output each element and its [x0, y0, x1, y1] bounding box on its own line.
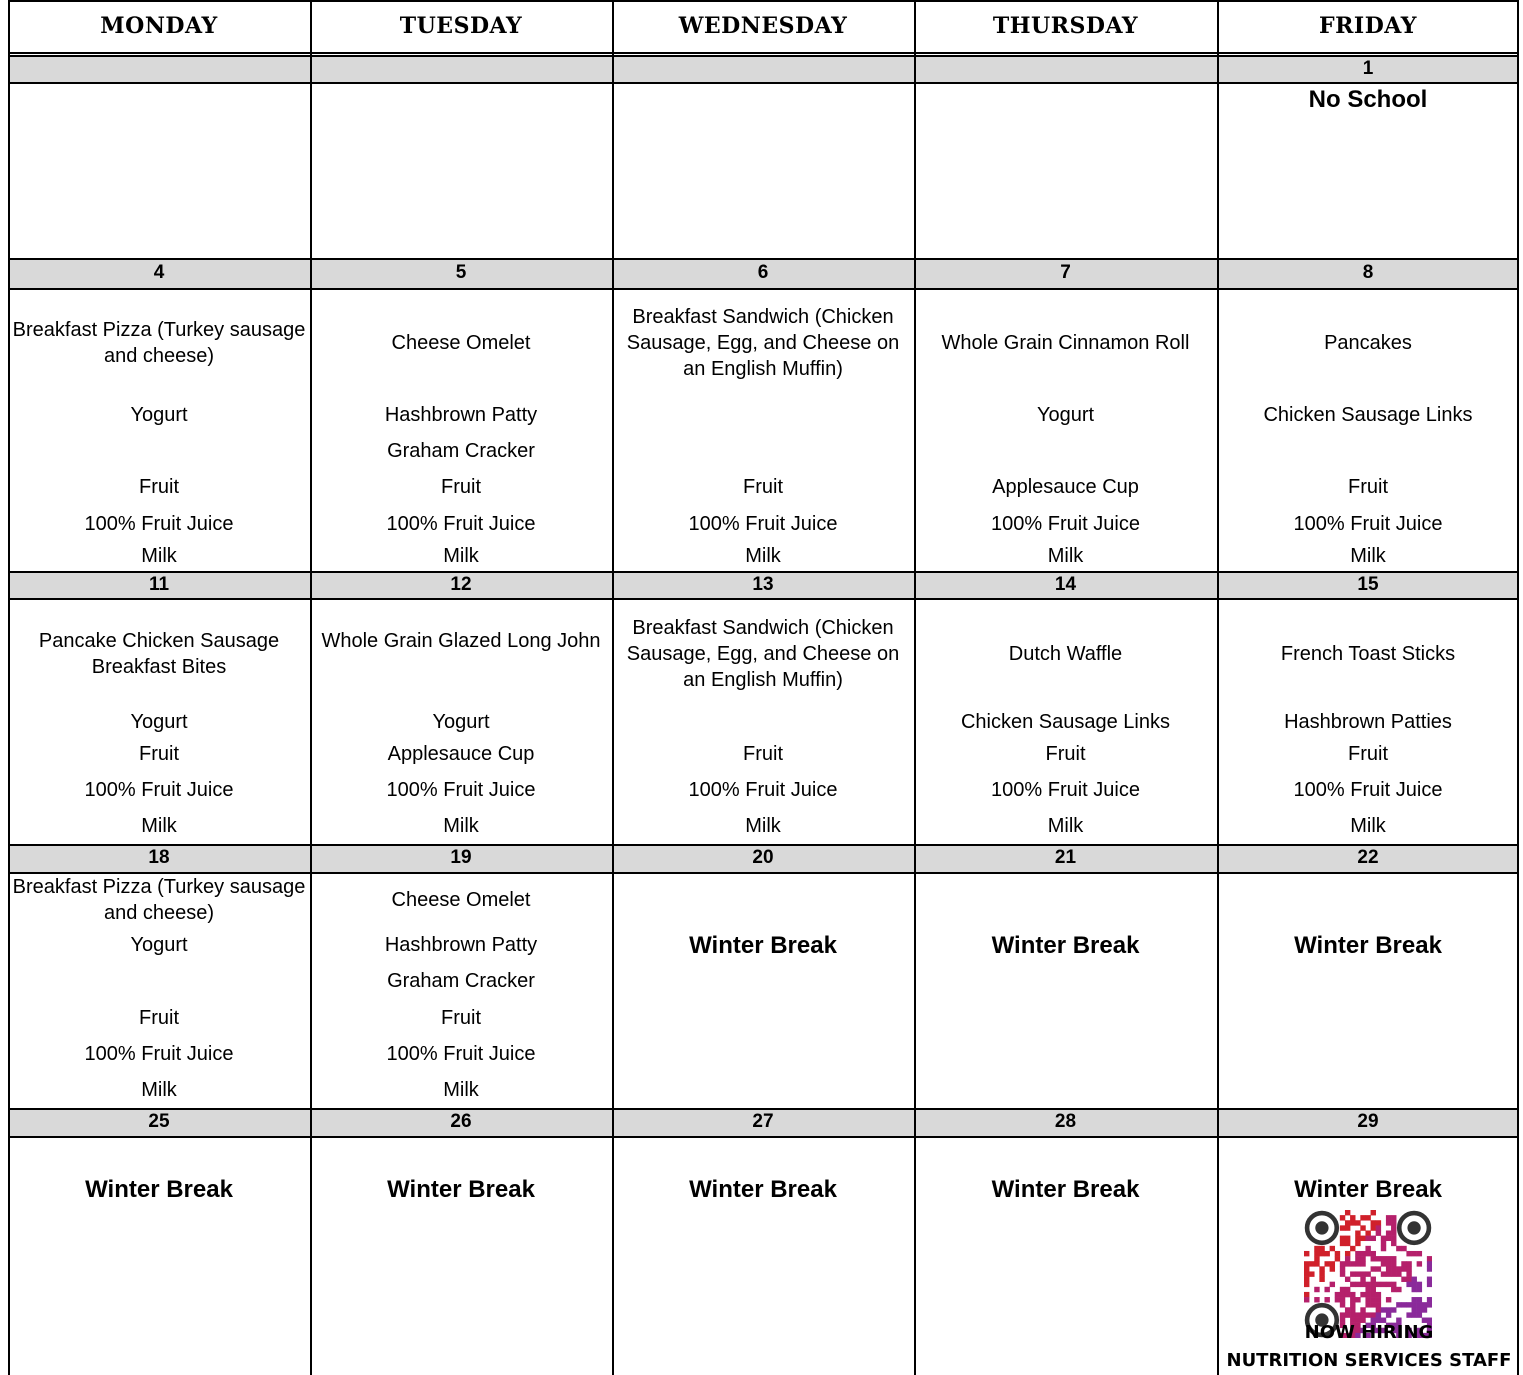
hiring-subheading: NUTRITION SERVICES STAFF [1226, 1350, 1512, 1371]
menu-item: Hashbrown Patties [1284, 711, 1452, 733]
date-number: 21 [1054, 847, 1077, 868]
menu-item: Whole Grain Glazed Long John [321, 630, 601, 652]
menu-item: Fruit [1348, 743, 1388, 765]
grid-line [8, 844, 1519, 846]
day-status: Winter Break [991, 932, 1140, 959]
menu-item: 100% Fruit Juice [386, 513, 536, 535]
day-status: Winter Break [1294, 1176, 1442, 1203]
hiring-heading: NOW HIRING [1304, 1322, 1434, 1343]
menu-item: 100% Fruit Juice [1293, 513, 1443, 535]
menu-item: Breakfast Sandwich (Chicken Sausage, Egg, and Cheese on an English Muffin) [626, 617, 900, 691]
date-number: 8 [1362, 262, 1374, 283]
menu-item: French Toast Sticks [1280, 643, 1456, 665]
grid-line [8, 0, 1519, 2]
menu-item: Chicken Sausage Links [960, 711, 1170, 733]
date-number: 15 [1357, 573, 1379, 595]
menu-item: Yogurt [130, 934, 188, 956]
day-status: Winter Break [689, 932, 837, 959]
date-number: 20 [752, 847, 774, 868]
menu-item: Fruit [743, 476, 783, 498]
qr-code-icon [1304, 1210, 1432, 1338]
menu-item: Milk [1350, 815, 1386, 837]
menu-item: 100% Fruit Juice [991, 513, 1140, 535]
menu-item: Breakfast Pizza (Turkey sausage and cheese) [12, 876, 306, 924]
day-status: No School [1308, 86, 1428, 113]
grid-line [8, 82, 1519, 84]
date-number: 13 [752, 573, 774, 595]
menu-item: Dutch Waffle [1008, 643, 1123, 665]
menu-item: Graham Cracker [387, 440, 535, 462]
date-number: 4 [153, 262, 165, 283]
menu-item: 100% Fruit Juice [84, 1043, 234, 1065]
date-number: 12 [450, 573, 472, 595]
grid-line [8, 0, 10, 1375]
grid-line [8, 571, 1519, 573]
menu-item: 100% Fruit Juice [991, 779, 1140, 801]
menu-item: Yogurt [1036, 404, 1095, 426]
menu-item: Milk [1350, 545, 1386, 567]
day-header: TUESDAY [399, 13, 523, 39]
menu-item: Cheese Omelet [391, 332, 531, 354]
date-number [8, 55, 310, 82]
menu-item: Whole Grain Cinnamon Roll [941, 332, 1190, 354]
menu-item: 100% Fruit Juice [386, 779, 536, 801]
grid-line [8, 1108, 1519, 1110]
grid-line [8, 598, 1519, 600]
grid-line [8, 1136, 1519, 1138]
menu-item: Breakfast Pizza (Turkey sausage and cheese) [12, 319, 306, 367]
day-status: Winter Break [387, 1176, 535, 1203]
menu-item: Pancake Chicken Sausage Breakfast Bites [38, 630, 280, 678]
menu-item: Applesauce Cup [387, 743, 535, 765]
menu-item: Fruit [139, 1007, 179, 1029]
menu-item: 100% Fruit Juice [84, 779, 234, 801]
menu-item: Yogurt [432, 711, 490, 733]
grid-line [8, 872, 1519, 874]
menu-item: Hashbrown Patty [384, 934, 538, 956]
grid-line [612, 0, 614, 1375]
date-number [914, 55, 1217, 82]
menu-item: 100% Fruit Juice [688, 513, 838, 535]
date-number: 18 [148, 847, 170, 868]
grid-line [1517, 0, 1519, 1375]
menu-item: Milk [141, 1079, 177, 1101]
grid-line [8, 258, 1519, 260]
menu-item: 100% Fruit Juice [1293, 779, 1443, 801]
menu-item: Graham Cracker [387, 970, 535, 992]
menu-item: Milk [141, 545, 177, 567]
menu-item: Fruit [1045, 743, 1086, 765]
date-number: 5 [455, 262, 467, 283]
date-number: 7 [1060, 262, 1071, 283]
grid-line [8, 52, 1519, 54]
day-header: FRIDAY [1319, 13, 1417, 39]
menu-item: Milk [1047, 815, 1084, 837]
date-number: 6 [757, 262, 769, 283]
day-status: Winter Break [689, 1176, 837, 1203]
date-number [310, 55, 612, 82]
menu-item: Chicken Sausage Links [1263, 404, 1473, 426]
menu-item: Milk [443, 815, 479, 837]
date-number: 28 [1054, 1111, 1077, 1132]
date-number: 25 [148, 1111, 170, 1132]
grid-line [914, 0, 916, 1375]
date-number: 26 [450, 1111, 472, 1132]
day-header: WEDNESDAY [678, 13, 848, 39]
day-header: THURSDAY [992, 13, 1139, 39]
menu-item: Hashbrown Patty [384, 404, 538, 426]
menu-item: Milk [745, 545, 781, 567]
grid-line [8, 55, 1519, 57]
date-number: 22 [1357, 847, 1379, 868]
menu-item: Milk [745, 815, 781, 837]
date-number: 14 [1054, 573, 1077, 595]
grid-line [8, 288, 1519, 290]
date-number: 1 [1362, 57, 1374, 79]
menu-item: Milk [443, 1079, 479, 1101]
menu-item: Fruit [139, 743, 179, 765]
menu-item: Fruit [1348, 476, 1388, 498]
menu-item: Applesauce Cup [992, 476, 1139, 498]
menu-item: Yogurt [130, 404, 188, 426]
day-status: Winter Break [991, 1176, 1140, 1203]
date-number: 29 [1357, 1111, 1379, 1132]
grid-line [1217, 0, 1219, 1375]
breakfast-menu-calendar [8, 0, 1519, 1375]
menu-item: Milk [1047, 545, 1084, 567]
menu-item: 100% Fruit Juice [688, 779, 838, 801]
day-header: MONDAY [100, 13, 218, 39]
menu-item: Fruit [743, 743, 783, 765]
menu-item: Yogurt [130, 711, 188, 733]
date-number: 11 [148, 573, 170, 595]
menu-item: Pancakes [1324, 332, 1412, 354]
menu-item: Milk [443, 545, 479, 567]
date-number [612, 55, 914, 82]
menu-item: Cheese Omelet [391, 889, 531, 911]
day-status: Winter Break [85, 1176, 233, 1203]
menu-item: 100% Fruit Juice [386, 1043, 536, 1065]
date-number: 27 [752, 1111, 774, 1132]
menu-item: Fruit [441, 1007, 481, 1029]
menu-item: Fruit [441, 476, 481, 498]
menu-item: Fruit [139, 476, 179, 498]
day-status: Winter Break [1294, 932, 1442, 959]
menu-item: Breakfast Sandwich (Chicken Sausage, Egg, and Cheese on an English Muffin) [626, 306, 900, 380]
menu-item: 100% Fruit Juice [84, 513, 234, 535]
date-number: 19 [450, 847, 472, 868]
grid-line [310, 0, 312, 1375]
menu-item: Milk [141, 815, 177, 837]
